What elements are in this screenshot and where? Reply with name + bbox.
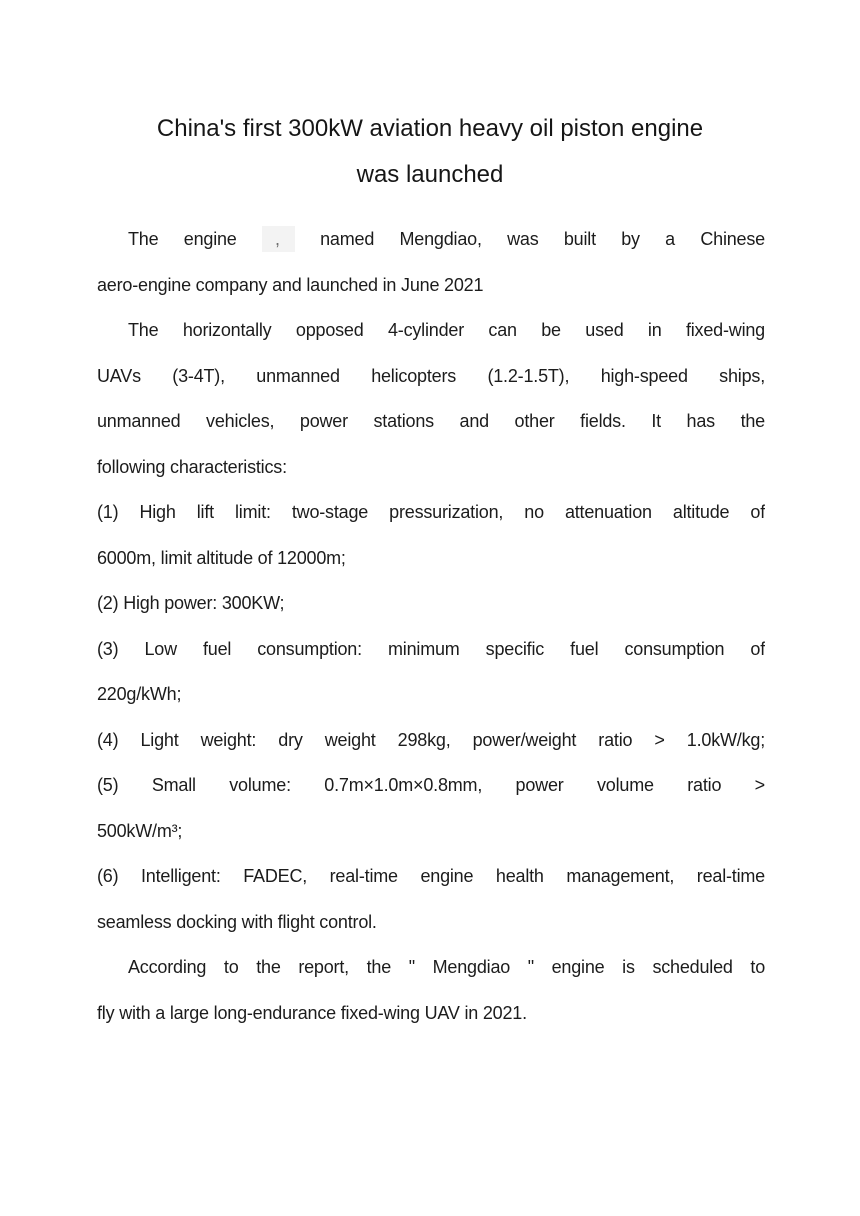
text-line: (2) High power: 300KW;	[97, 593, 285, 613]
title-line-1: China's first 300kW aviation heavy oil piston engine	[156, 115, 704, 142]
text-line: The horizontally opposed 4-cylinder can be used in fixed-wing	[128, 320, 765, 340]
highlighted-comma: ,	[262, 226, 295, 252]
text-line: (6) Intelligent: FADEC, real-time engine health management, real-time	[97, 866, 765, 886]
text-line	[97, 217, 765, 263]
text-line: fly with a large long-endurance fixed-wing UAV in 2021.	[97, 1002, 527, 1023]
text-line: 6000m, limit altitude of 12000m;	[97, 547, 346, 568]
text-line: seamless docking with flight control.	[97, 911, 377, 932]
text-segment: The engine	[128, 229, 237, 249]
text-segment: named Mengdiao, was built by a Chinese	[320, 229, 765, 249]
text-line: (4) Light weight: dry weight 298kg, power/weight ratio > 1.0kW/kg;	[97, 729, 765, 750]
document-title	[97, 106, 763, 198]
text-line: (5) Small volume: 0.7m×1.0m×0.8mm, power volume ratio >	[97, 775, 765, 795]
text-line: unmanned vehicles, power stations and other fields. It has the	[97, 411, 765, 431]
text-line: aero-engine company and launched in June 2021	[97, 274, 484, 295]
text-line: (3) Low fuel consumption: minimum specific fuel consumption of	[97, 638, 765, 659]
text-line: following characteristics:	[97, 456, 287, 477]
text-line: According to the report, the " Mengdiao " engine is scheduled to	[128, 957, 765, 977]
article-body	[97, 217, 765, 1036]
text-line: 220g/kWh;	[97, 684, 182, 704]
text-line: (1) High lift limit: two-stage pressurization, no attenuation altitude of	[97, 502, 765, 522]
text-line: 500kW/m³;	[97, 820, 183, 841]
title-line-2: was launched	[356, 161, 504, 188]
text-line: UAVs (3-4T), unmanned helicopters (1.2-1.5T), high-speed ships,	[97, 365, 765, 386]
